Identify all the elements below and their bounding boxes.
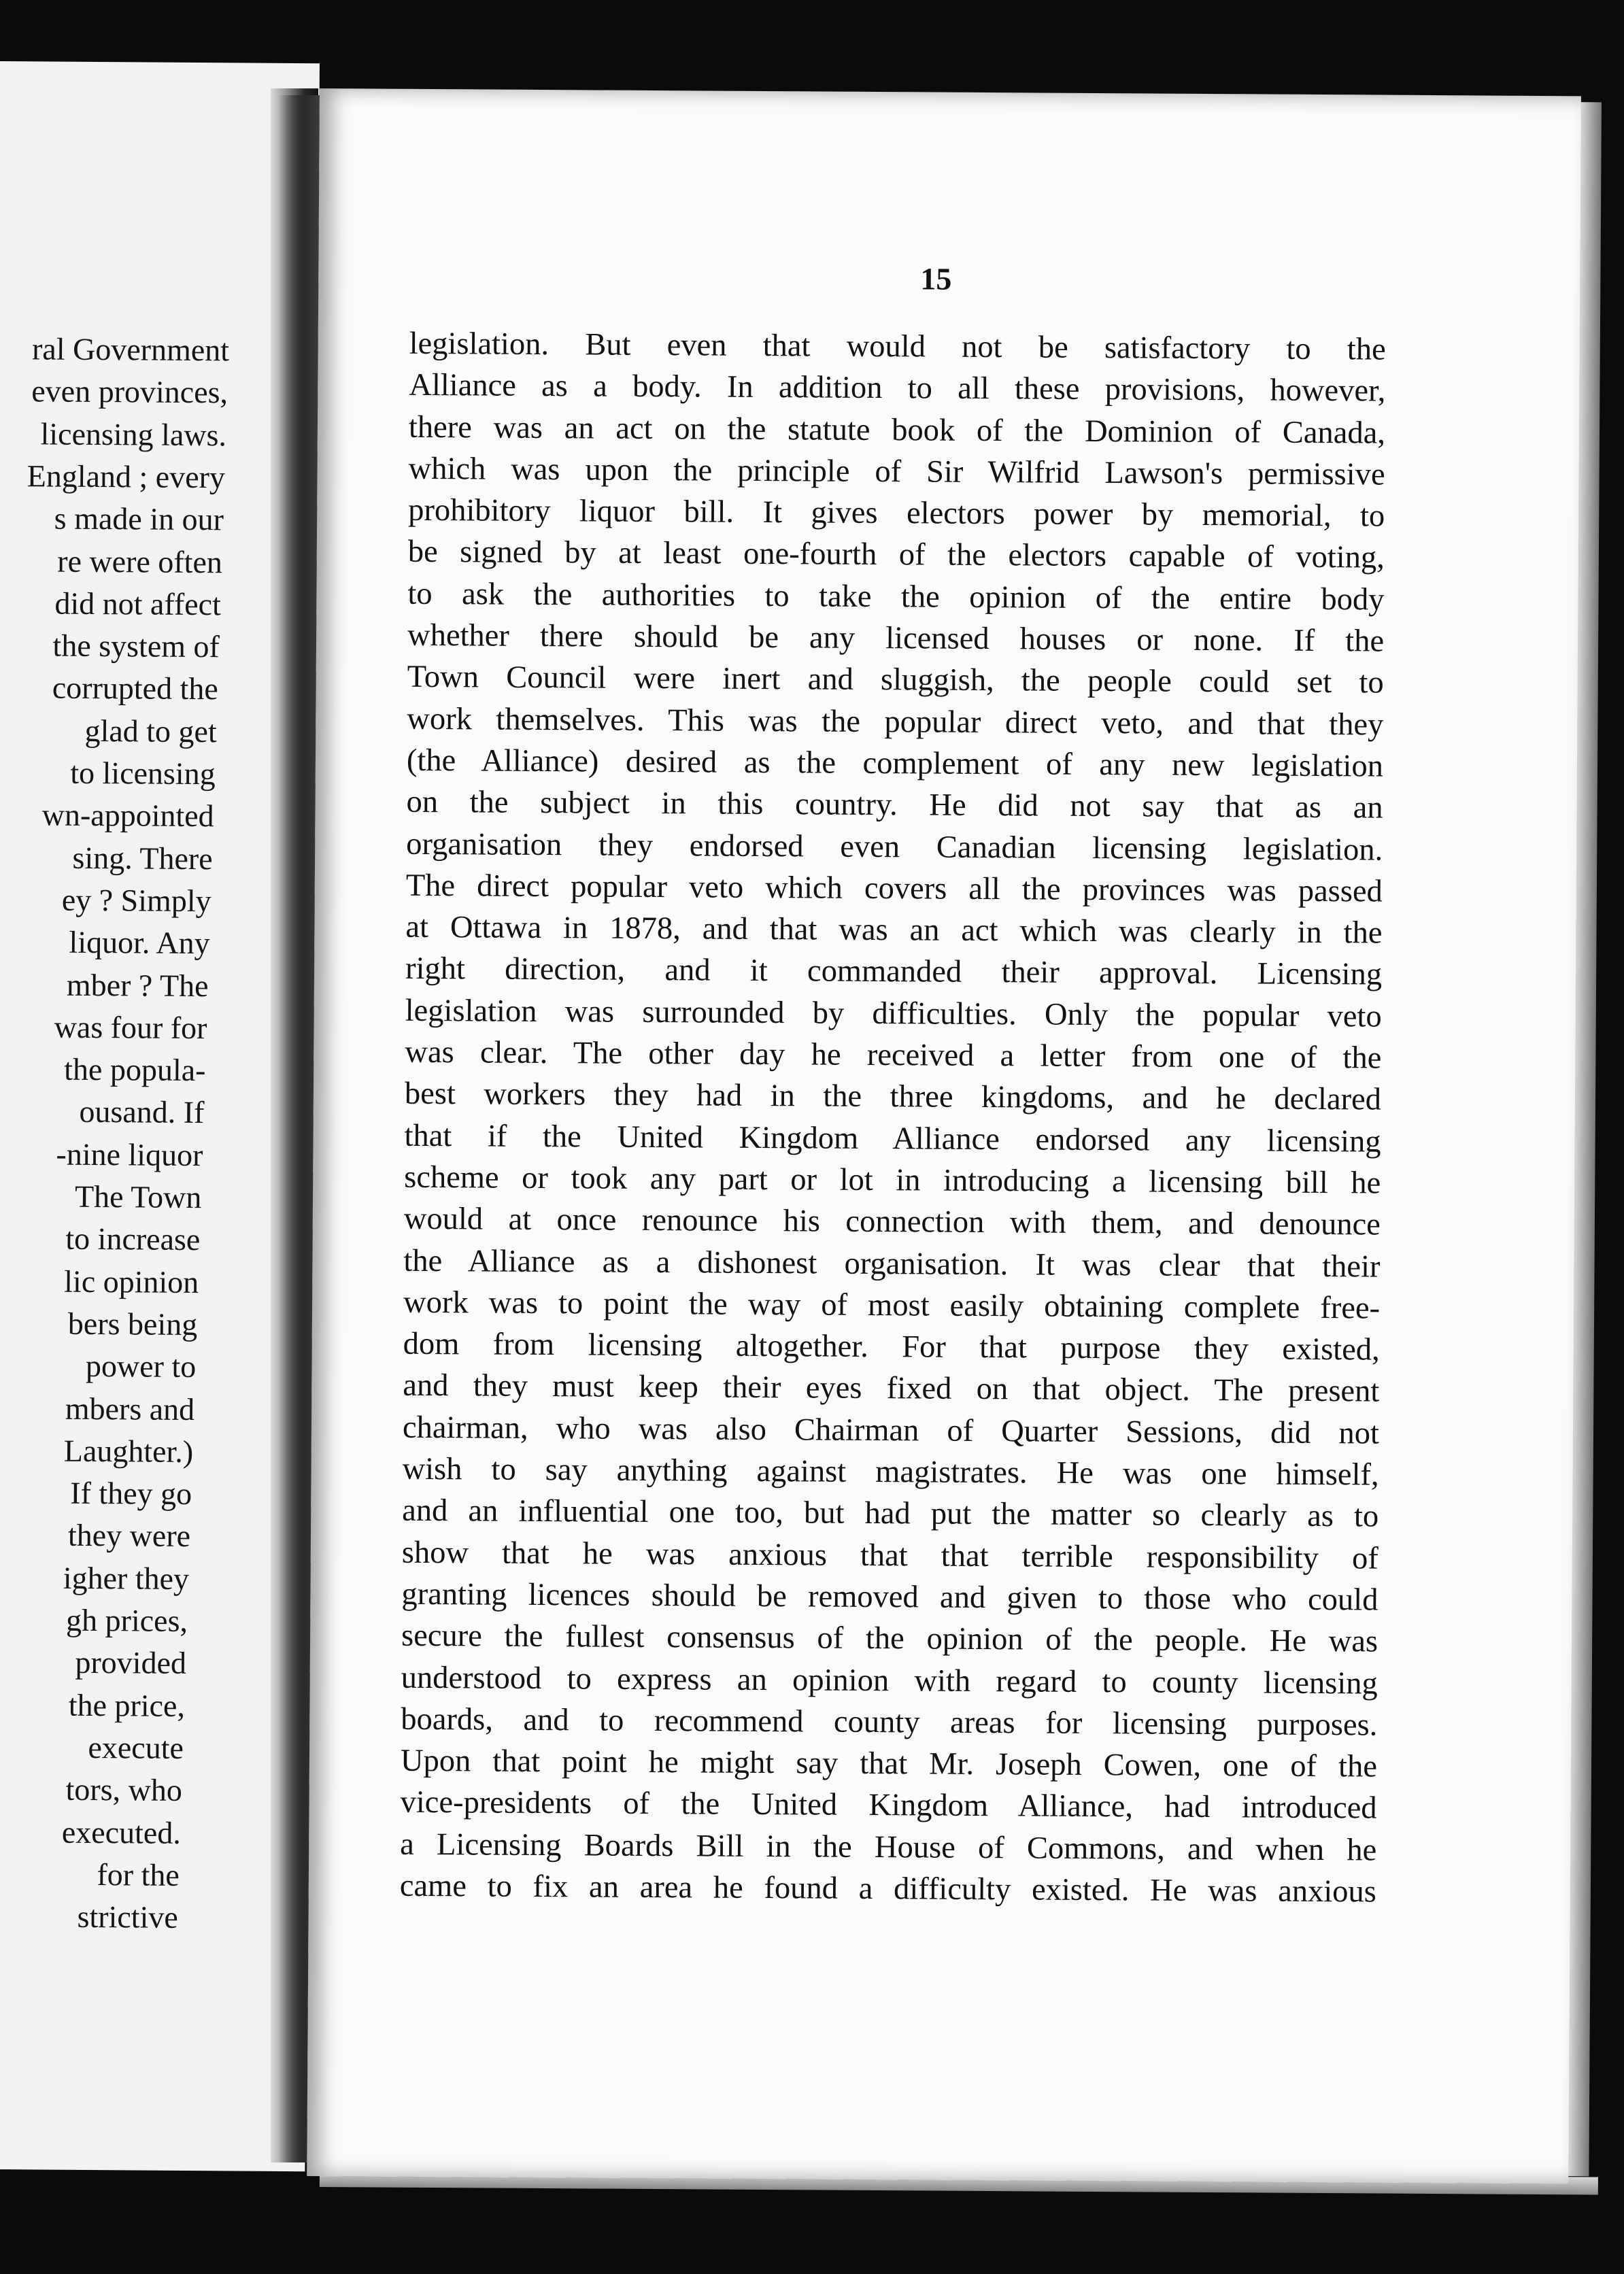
text-line: which was upon the principle of Sir Wilfrid Lawson's permissive [408, 451, 1385, 492]
previous-page-line: the system of [52, 628, 220, 664]
text-line: chairman, who was also Chairman of Quarter Sessions, did not [402, 1410, 1380, 1451]
text-line: came to fix an area he found a difficulty existed. He was anxious [399, 1868, 1376, 1910]
previous-page-line: ousand. If [79, 1094, 205, 1130]
previous-page-line: power to [85, 1348, 197, 1385]
text-line: show that he was anxious that that terrible responsibility of [401, 1535, 1378, 1576]
text-line: right direction, and it commanded their approval. Licensing [405, 951, 1383, 993]
previous-page-line: gh prices, [65, 1602, 188, 1638]
previous-page-line: England ; every [27, 458, 226, 495]
previous-page-line: executed. [61, 1814, 181, 1850]
previous-page-line: ey ? Simply [61, 882, 212, 919]
previous-page-line: igher they [63, 1560, 190, 1596]
previous-page-line: even provinces, [31, 373, 229, 410]
text-line: there was an act on the statute book of the Dominion of Canada, [408, 409, 1386, 451]
text-line: work themselves. This was the popular direct veto, and that they [407, 701, 1384, 743]
text-line: scheme or took any part or lot in introducing a licensing bill he [404, 1159, 1381, 1201]
previous-page-line: licensing laws. [40, 416, 227, 452]
current-page [307, 88, 1581, 2184]
previous-page-line: re were often [57, 543, 223, 579]
text-line: was clear. The other day he received a letter from one of the [405, 1034, 1382, 1076]
previous-page-line: mber ? The [66, 967, 209, 1003]
text-line: at Ottawa in 1878, and that was an act which was clearly in the [405, 909, 1383, 951]
previous-page-line: the popula- [64, 1051, 206, 1088]
previous-page-line: Laughter.) [63, 1433, 194, 1469]
text-line: dom from licensing altogether. For that purpose they existed, [403, 1326, 1380, 1368]
text-line: the Alliance as a dishonest organisation. It was clear that their [403, 1243, 1381, 1285]
previous-page-line: If they go [70, 1475, 192, 1512]
text-line: prohibitory liquor bill. It gives electors power by memorial, to [408, 492, 1385, 534]
text-line: organisation they endorsed even Canadian licensing legislation. [406, 826, 1383, 868]
previous-page-line: glad to get [84, 713, 217, 749]
previous-page-line: to licensing [70, 755, 216, 792]
text-line: granting licences should be removed and given to those who could [401, 1576, 1378, 1618]
text-line: best workers they had in the three kingdoms, and he declared [404, 1076, 1382, 1117]
text-line: legislation. But even that would not be satisfactory to the [409, 326, 1386, 367]
text-line: Town Council were inert and sluggish, the people could set to [407, 660, 1384, 700]
previous-page-line: s made in our [54, 500, 224, 537]
text-line: whether there should be any licensed houses or none. If the [407, 617, 1385, 659]
previous-page-line: The Town [74, 1178, 202, 1215]
previous-page-line: was four for [54, 1009, 207, 1045]
previous-page-line: liquor. Any [69, 924, 210, 961]
text-line: secure the fullest consensus of the opinion of the people. He was [401, 1618, 1378, 1659]
page-body-text [400, 323, 1386, 1913]
previous-page-line: ral Government [31, 331, 230, 368]
previous-page-line: provided [75, 1645, 187, 1681]
text-line: would at once renounce his connection with them, and denounce [403, 1202, 1381, 1242]
text-line: vice-presidents of the United Kingdom Alliance, had introduced [400, 1785, 1377, 1826]
page-number: 15 [920, 261, 952, 296]
text-line: work was to point the way of most easily obtaining complete free- [403, 1285, 1381, 1326]
text-line: that if the United Kingdom Alliance endorsed any licensing [404, 1118, 1381, 1159]
text-line: a Licensing Boards Bill in the House of Commons, and when he [400, 1827, 1377, 1868]
text-line: boards, and to recommend county areas for licensing purposes. [401, 1701, 1378, 1743]
previous-page-line: strictive [77, 1899, 178, 1935]
previous-page-line: wn-appointed [41, 797, 214, 834]
previous-page-line: corrupted the [52, 670, 218, 707]
previous-page-line: to increase [65, 1221, 201, 1257]
text-line: legislation was surrounded by difficulties. Only the popular veto [405, 993, 1382, 1034]
text-line: The direct popular veto which covers all the provinces was passed [405, 868, 1383, 909]
previous-page-line: bers being [67, 1306, 198, 1342]
text-line: Upon that point he might say that Mr. Joseph Cowen, one of the [400, 1743, 1378, 1784]
previous-page-line: lic opinion [64, 1263, 199, 1300]
previous-page-line: mbers and [65, 1391, 195, 1427]
text-line: (the Alliance) desired as the complement of any new legislation [406, 743, 1384, 784]
previous-page-line: tors, who [65, 1771, 183, 1808]
text-line: wish to say anything against magistrates. He was one himself, [402, 1451, 1379, 1493]
text-line: on the subject in this country. He did not say that as an [406, 785, 1383, 826]
previous-page-line: they were [67, 1518, 191, 1554]
previous-page-line: the price, [68, 1687, 186, 1723]
previous-page-line: for the [97, 1856, 180, 1893]
previous-page-line: -nine liquor [56, 1136, 203, 1172]
previous-page-text [0, 61, 320, 1935]
text-line: be signed by at least one-fourth of the electors capable of voting, [407, 534, 1385, 576]
previous-page-line: sing. There [72, 840, 213, 876]
text-line: and they must keep their eyes fixed on that object. The present [403, 1368, 1380, 1409]
text-line: Alliance as a body. In addition to all these provisions, however, [409, 368, 1386, 409]
previous-page-line: did not affect [54, 586, 222, 622]
text-line: understood to express an opinion with regard to county licensing [401, 1660, 1378, 1701]
text-line: and an influential one too, but had put the matter so clearly as to [402, 1493, 1379, 1534]
previous-page-line: execute [88, 1729, 184, 1765]
text-line: to ask the authorities to take the opinion of the entire body [407, 576, 1385, 617]
